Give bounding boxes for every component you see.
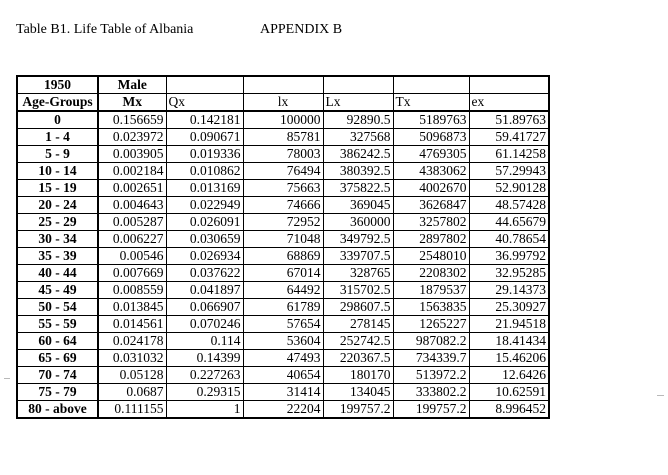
lx-cell: 71048 <box>243 231 323 248</box>
lx-cell: 68869 <box>243 248 323 265</box>
ex-cell: 36.99792 <box>469 248 549 265</box>
ex-cell: 59.41727 <box>469 129 549 146</box>
Lx-cell: 278145 <box>323 316 393 333</box>
ex-cell: 12.6426 <box>469 367 549 384</box>
lx-cell: 78003 <box>243 146 323 163</box>
tx-cell: 4769305 <box>393 146 469 163</box>
Lx-cell: 328765 <box>323 265 393 282</box>
age-group-cell: 1 - 4 <box>17 129 98 146</box>
lx-cell: 85781 <box>243 129 323 146</box>
lx-cell: 74666 <box>243 197 323 214</box>
tx-cell: 2548010 <box>393 248 469 265</box>
Lx-cell: 386242.5 <box>323 146 393 163</box>
lx-cell: 40654 <box>243 367 323 384</box>
ex-cell: 15.46206 <box>469 350 549 367</box>
tx-cell: 4002670 <box>393 180 469 197</box>
tx-cell: 2897802 <box>393 231 469 248</box>
ex-cell: 44.65679 <box>469 214 549 231</box>
Lx-cell: 349792.5 <box>323 231 393 248</box>
ex-cell: 40.78654 <box>469 231 549 248</box>
sex-header: Male <box>98 76 166 94</box>
age-group-cell: 65 - 69 <box>17 350 98 367</box>
lx-cell: 76494 <box>243 163 323 180</box>
age-group-cell: 10 - 14 <box>17 163 98 180</box>
lx-cell: 100000 <box>243 111 323 129</box>
lx-cell: 72952 <box>243 214 323 231</box>
ex-cell: 52.90128 <box>469 180 549 197</box>
age-group-cell: 15 - 19 <box>17 180 98 197</box>
table-row <box>17 111 549 129</box>
mx-cell: 0.014561 <box>98 316 166 333</box>
qx-cell: 1 <box>166 401 243 419</box>
mx-cell: 0.156659 <box>98 111 166 129</box>
ex-cell: 32.95285 <box>469 265 549 282</box>
qx-cell: 0.013169 <box>166 180 243 197</box>
tx-cell: 5189763 <box>393 111 469 129</box>
header-row-1 <box>17 76 549 94</box>
age-group-cell: 35 - 39 <box>17 248 98 265</box>
tx-cell: 1563835 <box>393 299 469 316</box>
qx-cell: 0.030659 <box>166 231 243 248</box>
qx-cell: 0.29315 <box>166 384 243 401</box>
table-row <box>17 367 549 384</box>
ex-cell: 29.14373 <box>469 282 549 299</box>
tx-cell: 987082.2 <box>393 333 469 350</box>
table-row <box>17 180 549 197</box>
qx-cell: 0.114 <box>166 333 243 350</box>
margin-mark <box>4 378 10 379</box>
mx-cell: 0.007669 <box>98 265 166 282</box>
Lx-cell: 369045 <box>323 197 393 214</box>
tx-cell: 2208302 <box>393 265 469 282</box>
qx-cell: 0.227263 <box>166 367 243 384</box>
age-group-cell: 20 - 24 <box>17 197 98 214</box>
tx-cell: 513972.2 <box>393 367 469 384</box>
tx-cell: 3257802 <box>393 214 469 231</box>
Lx-cell: 252742.5 <box>323 333 393 350</box>
col-header-lx-lower: lx <box>243 94 323 112</box>
table-row <box>17 146 549 163</box>
table-row <box>17 401 549 419</box>
col-header-ex: ex <box>469 94 549 112</box>
Lx-cell: 180170 <box>323 367 393 384</box>
mx-cell: 0.002651 <box>98 180 166 197</box>
mx-cell: 0.023972 <box>98 129 166 146</box>
tx-cell: 1265227 <box>393 316 469 333</box>
table-row <box>17 231 549 248</box>
lx-cell: 31414 <box>243 384 323 401</box>
tx-cell: 734339.7 <box>393 350 469 367</box>
year-header: 1950 <box>17 76 98 94</box>
table-row <box>17 316 549 333</box>
tx-cell: 199757.2 <box>393 401 469 419</box>
Lx-cell: 134045 <box>323 384 393 401</box>
Lx-cell: 327568 <box>323 129 393 146</box>
col-header-mx: Mx <box>98 94 166 112</box>
tx-cell: 1879537 <box>393 282 469 299</box>
table-row <box>17 265 549 282</box>
mx-cell: 0.008559 <box>98 282 166 299</box>
ex-cell: 48.57428 <box>469 197 549 214</box>
header-row-2 <box>17 94 549 112</box>
table-row <box>17 299 549 316</box>
table-row <box>17 350 549 367</box>
table-row <box>17 129 549 146</box>
mx-cell: 0.031032 <box>98 350 166 367</box>
tx-cell: 333802.2 <box>393 384 469 401</box>
blank-header-cell <box>166 76 243 94</box>
ex-cell: 61.14258 <box>469 146 549 163</box>
table-row <box>17 248 549 265</box>
blank-header-cell <box>323 76 393 94</box>
blank-header-cell <box>393 76 469 94</box>
age-group-cell: 0 <box>17 111 98 129</box>
table-title: Table B1. Life Table of Albania <box>16 22 194 37</box>
Lx-cell: 315702.5 <box>323 282 393 299</box>
mx-cell: 0.111155 <box>98 401 166 419</box>
table-row <box>17 197 549 214</box>
qx-cell: 0.010862 <box>166 163 243 180</box>
Lx-cell: 380392.5 <box>323 163 393 180</box>
Lx-cell: 360000 <box>323 214 393 231</box>
qx-cell: 0.026934 <box>166 248 243 265</box>
age-group-cell: 5 - 9 <box>17 146 98 163</box>
table-row <box>17 282 549 299</box>
ex-cell: 51.89763 <box>469 111 549 129</box>
age-group-cell: 75 - 79 <box>17 384 98 401</box>
qx-cell: 0.041897 <box>166 282 243 299</box>
qx-cell: 0.142181 <box>166 111 243 129</box>
age-group-cell: 50 - 54 <box>17 299 98 316</box>
lx-cell: 22204 <box>243 401 323 419</box>
mx-cell: 0.005287 <box>98 214 166 231</box>
ex-cell: 21.94518 <box>469 316 549 333</box>
qx-cell: 0.037622 <box>166 265 243 282</box>
col-header-tx: Tx <box>393 94 469 112</box>
Lx-cell: 92890.5 <box>323 111 393 129</box>
lx-cell: 64492 <box>243 282 323 299</box>
qx-cell: 0.026091 <box>166 214 243 231</box>
mx-cell: 0.0687 <box>98 384 166 401</box>
col-header-age: Age-Groups <box>17 94 98 112</box>
mx-cell: 0.003905 <box>98 146 166 163</box>
appendix-label: APPENDIX B <box>260 22 343 37</box>
lx-cell: 61789 <box>243 299 323 316</box>
table-row <box>17 214 549 231</box>
mx-cell: 0.024178 <box>98 333 166 350</box>
qx-cell: 0.070246 <box>166 316 243 333</box>
table-row <box>17 333 549 350</box>
blank-header-cell <box>243 76 323 94</box>
qx-cell: 0.066907 <box>166 299 243 316</box>
col-header-lx-upper: Lx <box>323 94 393 112</box>
age-group-cell: 70 - 74 <box>17 367 98 384</box>
blank-header-cell <box>469 76 549 94</box>
qx-cell: 0.022949 <box>166 197 243 214</box>
mx-cell: 0.00546 <box>98 248 166 265</box>
lx-cell: 75663 <box>243 180 323 197</box>
mx-cell: 0.013845 <box>98 299 166 316</box>
table-row <box>17 163 549 180</box>
age-group-cell: 80 - above <box>17 401 98 419</box>
age-group-cell: 40 - 44 <box>17 265 98 282</box>
Lx-cell: 220367.5 <box>323 350 393 367</box>
Lx-cell: 375822.5 <box>323 180 393 197</box>
age-group-cell: 55 - 59 <box>17 316 98 333</box>
age-group-cell: 45 - 49 <box>17 282 98 299</box>
table-row <box>17 384 549 401</box>
Lx-cell: 199757.2 <box>323 401 393 419</box>
ex-cell: 10.62591 <box>469 384 549 401</box>
lx-cell: 53604 <box>243 333 323 350</box>
Lx-cell: 339707.5 <box>323 248 393 265</box>
ex-cell: 8.996452 <box>469 401 549 419</box>
qx-cell: 0.14399 <box>166 350 243 367</box>
mx-cell: 0.006227 <box>98 231 166 248</box>
mx-cell: 0.05128 <box>98 367 166 384</box>
qx-cell: 0.019336 <box>166 146 243 163</box>
lx-cell: 67014 <box>243 265 323 282</box>
ex-cell: 57.29943 <box>469 163 549 180</box>
age-group-cell: 60 - 64 <box>17 333 98 350</box>
ex-cell: 18.41434 <box>469 333 549 350</box>
tx-cell: 3626847 <box>393 197 469 214</box>
tx-cell: 4383062 <box>393 163 469 180</box>
age-group-cell: 30 - 34 <box>17 231 98 248</box>
margin-mark <box>657 395 664 396</box>
life-table <box>16 75 550 419</box>
lx-cell: 57654 <box>243 316 323 333</box>
mx-cell: 0.004643 <box>98 197 166 214</box>
mx-cell: 0.002184 <box>98 163 166 180</box>
lx-cell: 47493 <box>243 350 323 367</box>
age-group-cell: 25 - 29 <box>17 214 98 231</box>
ex-cell: 25.30927 <box>469 299 549 316</box>
col-header-qx: Qx <box>166 94 243 112</box>
Lx-cell: 298607.5 <box>323 299 393 316</box>
qx-cell: 0.090671 <box>166 129 243 146</box>
tx-cell: 5096873 <box>393 129 469 146</box>
